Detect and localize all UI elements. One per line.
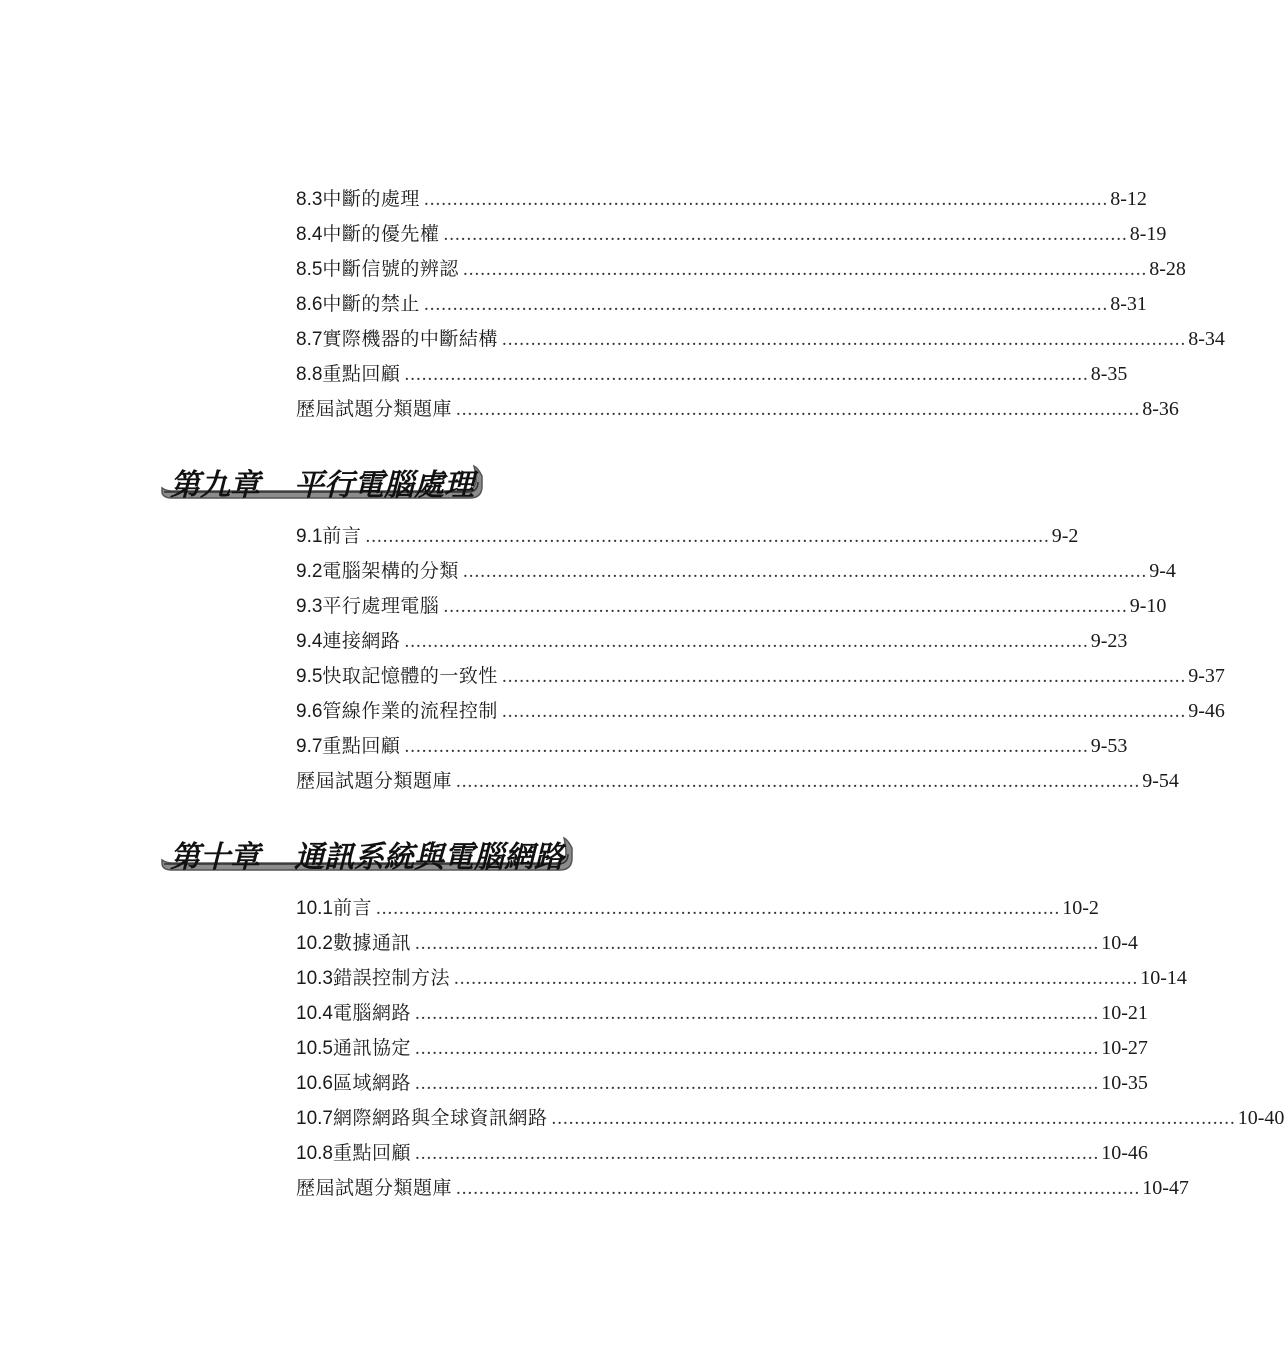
entry-number: 8.5	[296, 259, 323, 280]
entry-number: 8.7	[296, 329, 323, 350]
entry-number: 8.3	[296, 189, 323, 210]
dot-leader: .......................................................................................................................	[404, 736, 1089, 757]
entry-title: 前言	[332, 898, 372, 919]
chapter-label: 第十章	[170, 840, 260, 875]
entry-title: 實際機器的中斷結構	[322, 329, 498, 350]
entry-page: 9-54	[1142, 770, 1179, 792]
entry-number: 8.6	[296, 294, 323, 315]
toc-entry[interactable]	[296, 591, 1167, 621]
entry-title: 中斷的優先權	[322, 224, 440, 245]
dot-leader: .......................................................................................................................	[415, 1038, 1100, 1059]
toc-entry-question-bank[interactable]	[296, 394, 1179, 424]
entry-page: 9-37	[1188, 665, 1225, 687]
entry-title: 重點回顧	[322, 364, 401, 385]
dot-leader: .......................................................................................................................	[443, 596, 1128, 617]
entry-title: 連接網路	[322, 631, 401, 652]
toc-entry[interactable]	[296, 626, 1128, 656]
chapter-title: 通訊系統與電腦網路	[294, 840, 564, 875]
dot-leader: .......................................................................................................................	[415, 1073, 1100, 1094]
entry-page: 8-19	[1129, 223, 1167, 245]
entry-page: 10-27	[1101, 1037, 1148, 1059]
toc-entry[interactable]	[296, 289, 1147, 319]
entry-page: 10-2	[1062, 897, 1099, 919]
entry-title: 數據通訊	[332, 933, 411, 954]
toc-entry[interactable]	[296, 1138, 1148, 1168]
chapter-10-heading	[158, 830, 578, 876]
dot-leader: .......................................................................................................................	[456, 771, 1141, 792]
toc-entry[interactable]	[296, 184, 1147, 214]
entry-title: 歷屆試題分類題庫	[296, 1178, 453, 1199]
entry-title: 前言	[322, 526, 362, 547]
entry-title: 重點回顧	[322, 736, 401, 757]
entry-page: 10-4	[1101, 932, 1138, 954]
dot-leader: .......................................................................................................................	[443, 224, 1128, 245]
toc-entry[interactable]	[296, 556, 1176, 586]
entry-page: 8-12	[1110, 188, 1147, 210]
entry-page: 9-4	[1149, 560, 1176, 582]
dot-leader: .......................................................................................................................	[415, 933, 1100, 954]
entry-number: 10.1	[296, 898, 333, 919]
entry-page: 10-14	[1140, 967, 1187, 989]
dot-leader: .......................................................................................................................	[415, 1143, 1100, 1164]
entry-number: 10.4	[296, 1003, 333, 1024]
chapter-title: 平行電腦處理	[294, 468, 474, 503]
dot-leader: .......................................................................................................................	[423, 294, 1109, 315]
entry-page: 8-34	[1188, 328, 1225, 350]
entry-number: 9.3	[296, 596, 323, 617]
entry-number: 10.6	[296, 1073, 333, 1094]
entry-number: 9.5	[296, 666, 323, 687]
toc-entry[interactable]	[296, 731, 1128, 761]
dot-leader: .......................................................................................................................	[501, 666, 1187, 687]
toc-entry[interactable]	[296, 893, 1099, 923]
entry-number: 9.1	[296, 526, 323, 547]
toc-entry[interactable]	[296, 359, 1128, 389]
entry-title: 快取記憶體的一致性	[322, 666, 498, 687]
toc-entry[interactable]	[296, 1103, 1284, 1133]
entry-number: 8.8	[296, 364, 323, 385]
toc-entry[interactable]	[296, 661, 1225, 691]
toc-entry-question-bank[interactable]	[296, 1173, 1189, 1203]
entry-number: 10.7	[296, 1108, 333, 1129]
toc-entry[interactable]	[296, 963, 1187, 993]
chapter-9-heading	[158, 458, 488, 504]
dot-leader: .......................................................................................................................	[551, 1108, 1236, 1129]
entry-page: 9-46	[1188, 700, 1225, 722]
toc-entry[interactable]	[296, 928, 1138, 958]
dot-leader: .......................................................................................................................	[454, 968, 1139, 989]
entry-page: 9-10	[1129, 595, 1167, 617]
entry-title: 重點回顧	[332, 1143, 411, 1164]
entry-title: 中斷信號的辨認	[322, 259, 459, 280]
entry-page: 10-21	[1101, 1002, 1148, 1024]
entry-title: 錯誤控制方法	[332, 968, 450, 989]
dot-leader: .......................................................................................................................	[456, 1178, 1141, 1199]
toc-entry[interactable]	[296, 696, 1225, 726]
entry-title: 管線作業的流程控制	[322, 701, 498, 722]
entry-page: 8-31	[1110, 293, 1147, 315]
entry-number: 9.2	[296, 561, 323, 582]
entry-number: 8.4	[296, 224, 323, 245]
entry-page: 10-46	[1101, 1142, 1148, 1164]
toc-entry[interactable]	[296, 324, 1225, 354]
entry-title: 中斷的處理	[322, 189, 420, 210]
dot-leader: .......................................................................................................................	[423, 189, 1109, 210]
toc-entry[interactable]	[296, 521, 1079, 551]
entry-title: 歷屆試題分類題庫	[296, 399, 453, 420]
toc-entry[interactable]	[296, 1033, 1148, 1063]
entry-title: 通訊協定	[332, 1038, 411, 1059]
entry-title: 區域網路	[332, 1073, 411, 1094]
entry-page: 8-28	[1149, 258, 1186, 280]
dot-leader: .......................................................................................................................	[501, 701, 1187, 722]
entry-title: 歷屆試題分類題庫	[296, 771, 453, 792]
dot-leader: .......................................................................................................................	[404, 631, 1089, 652]
dot-leader: .......................................................................................................................	[376, 898, 1061, 919]
entry-number: 10.8	[296, 1143, 333, 1164]
entry-number: 9.7	[296, 736, 323, 757]
entry-title: 電腦網路	[332, 1003, 411, 1024]
entry-number: 10.3	[296, 968, 333, 989]
entry-page: 9-23	[1090, 630, 1128, 652]
toc-entry[interactable]	[296, 254, 1186, 284]
entry-number: 10.5	[296, 1038, 333, 1059]
entry-page: 10-47	[1142, 1177, 1189, 1199]
dot-leader: .......................................................................................................................	[462, 561, 1148, 582]
entry-page: 9-2	[1051, 525, 1079, 547]
entry-title: 網際網路與全球資訊網路	[332, 1108, 548, 1129]
chapter-label: 第九章	[170, 468, 260, 503]
entry-title: 電腦架構的分類	[322, 561, 459, 582]
entry-page: 10-35	[1101, 1072, 1148, 1094]
entry-number: 9.6	[296, 701, 323, 722]
entry-page: 8-35	[1090, 363, 1128, 385]
entry-page: 8-36	[1142, 398, 1179, 420]
dot-leader: .......................................................................................................................	[365, 526, 1050, 547]
entry-title: 平行處理電腦	[322, 596, 440, 617]
toc-entry-question-bank[interactable]	[296, 766, 1179, 796]
entry-page: 9-53	[1090, 735, 1128, 757]
entry-number: 9.4	[296, 631, 323, 652]
dot-leader: .......................................................................................................................	[415, 1003, 1100, 1024]
dot-leader: .......................................................................................................................	[501, 329, 1187, 350]
toc-entry[interactable]	[296, 219, 1167, 249]
dot-leader: .......................................................................................................................	[456, 399, 1141, 420]
entry-title: 中斷的禁止	[322, 294, 420, 315]
toc-entry[interactable]	[296, 998, 1148, 1028]
entry-page: 10-40	[1237, 1107, 1284, 1129]
toc-entry[interactable]	[296, 1068, 1148, 1098]
entry-number: 10.2	[296, 933, 333, 954]
dot-leader: .......................................................................................................................	[462, 259, 1148, 280]
dot-leader: .......................................................................................................................	[404, 364, 1089, 385]
